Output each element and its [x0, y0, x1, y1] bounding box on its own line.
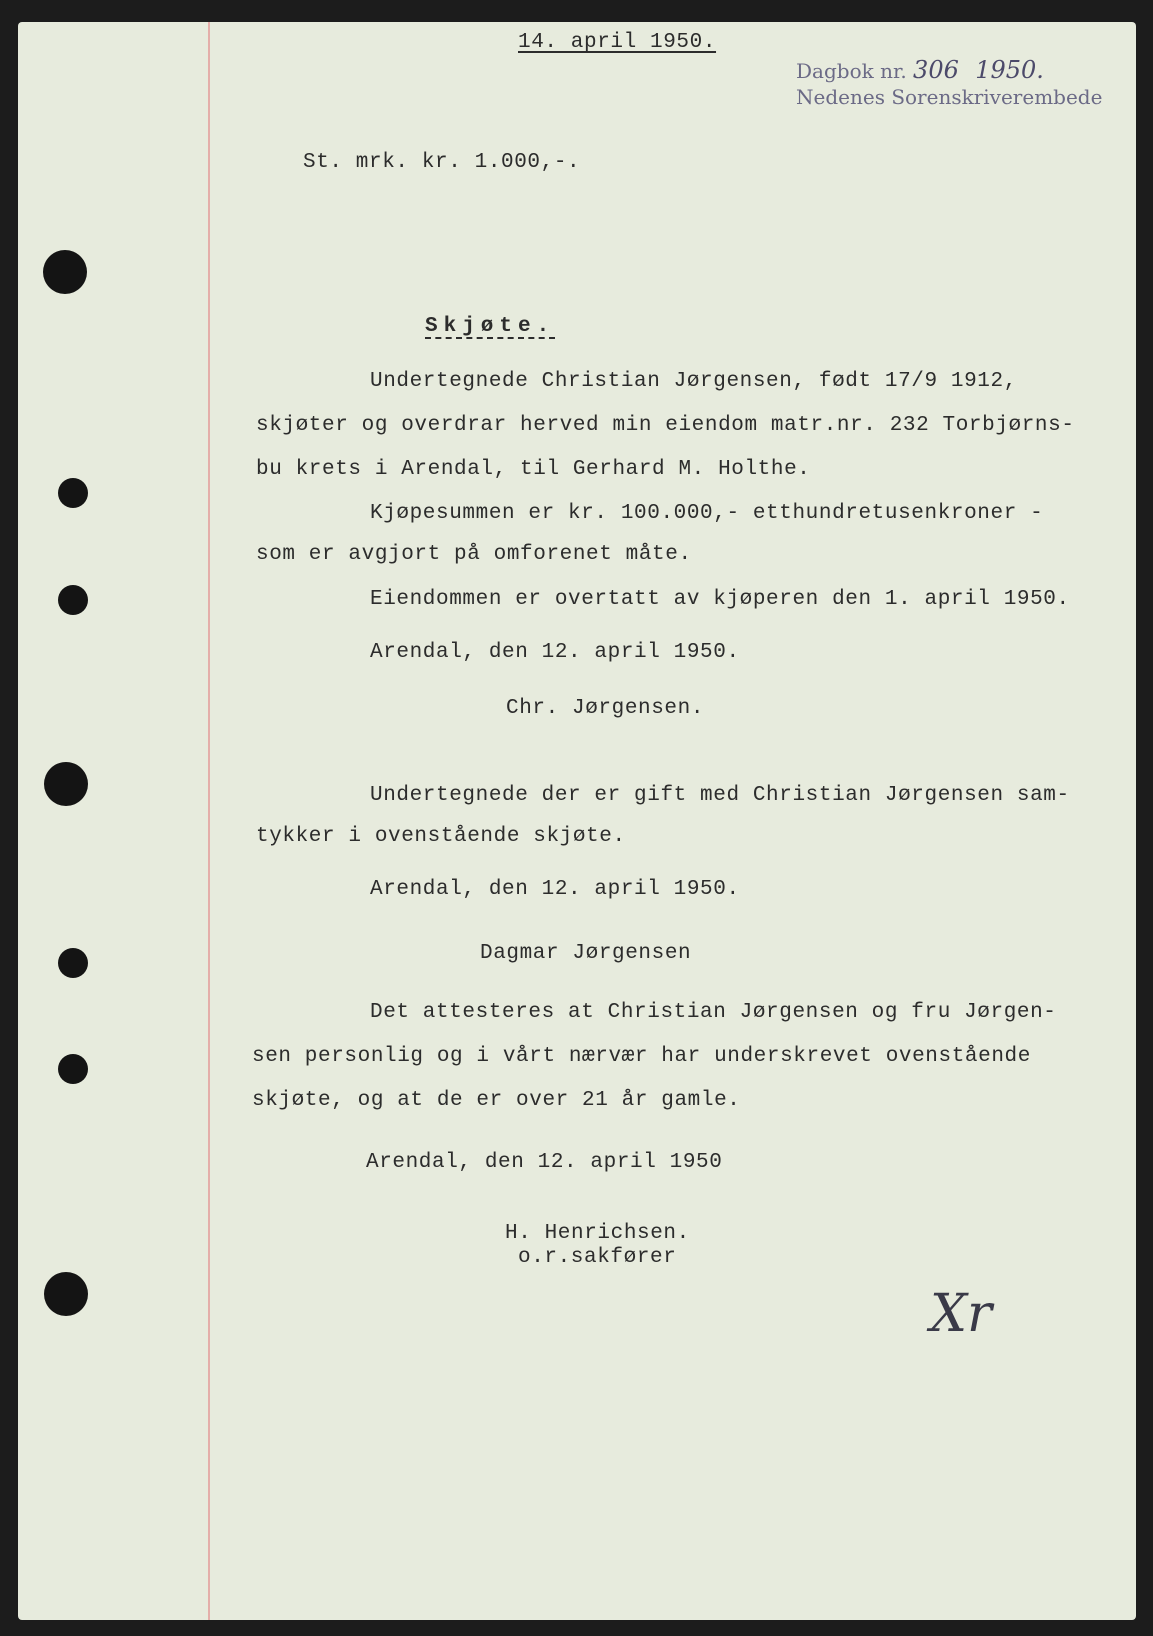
document-date: 14. april 1950.	[518, 31, 717, 54]
body-line: skjøter og overdrar herved min eiendom matr.nr. 232 Torbjørns-	[256, 414, 1075, 437]
punch-hole	[58, 585, 88, 615]
body-line: tykker i ovenstående skjøte.	[256, 825, 626, 848]
place-date: Arendal, den 12. april 1950.	[370, 641, 740, 664]
body-line: sen personlig og i vårt nærvær har underskrevet ovenstående	[252, 1045, 1031, 1068]
place-date: Arendal, den 12. april 1950.	[370, 878, 740, 901]
dagbok-label: Dagbok nr.	[796, 59, 907, 83]
margin-rule	[208, 22, 210, 1620]
signature: Chr. Jørgensen.	[506, 697, 705, 720]
stamp-fee: St. mrk. kr. 1.000,-.	[303, 151, 581, 174]
document-title: Skjøte.	[425, 315, 556, 338]
punch-hole	[44, 762, 88, 806]
body-line: Kjøpesummen er kr. 100.000,- etthundretusenkroner -	[370, 502, 1044, 525]
body-line: bu krets i Arendal, til Gerhard M. Holthe.	[256, 458, 811, 481]
punch-hole	[44, 1272, 88, 1316]
body-line: skjøte, og at de er over 21 år gamle.	[252, 1089, 741, 1112]
signature: H. Henrichsen.	[505, 1222, 690, 1245]
body-line: Undertegnede der er gift med Christian Jørgensen sam-	[370, 784, 1070, 807]
signature: Dagmar Jørgensen	[480, 942, 692, 965]
body-line: Det attesteres at Christian Jørgensen og fru Jørgen-	[370, 1001, 1057, 1024]
punch-hole	[43, 250, 87, 294]
punch-hole	[58, 478, 88, 508]
body-line: Eiendommen er overtatt av kjøperen den 1. april 1950.	[370, 588, 1070, 611]
punch-hole	[58, 1054, 88, 1084]
body-line: Undertegnede Christian Jørgensen, født 17/9 1912,	[370, 370, 1017, 393]
dagbok-number: 306	[913, 56, 959, 84]
office-stamp: Nedenes Sorenskriverembede	[796, 85, 1103, 109]
body-line: som er avgjort på omforenet måte.	[256, 543, 692, 566]
punch-hole	[58, 948, 88, 978]
signature-title: o.r.sakfører	[518, 1246, 677, 1269]
dagbok-stamp	[796, 56, 1044, 84]
dagbok-year: 1950.	[975, 56, 1044, 84]
margin-initials: Xr	[930, 1284, 992, 1344]
document-page	[18, 22, 1136, 1620]
place-date: Arendal, den 12. april 1950	[366, 1151, 723, 1174]
